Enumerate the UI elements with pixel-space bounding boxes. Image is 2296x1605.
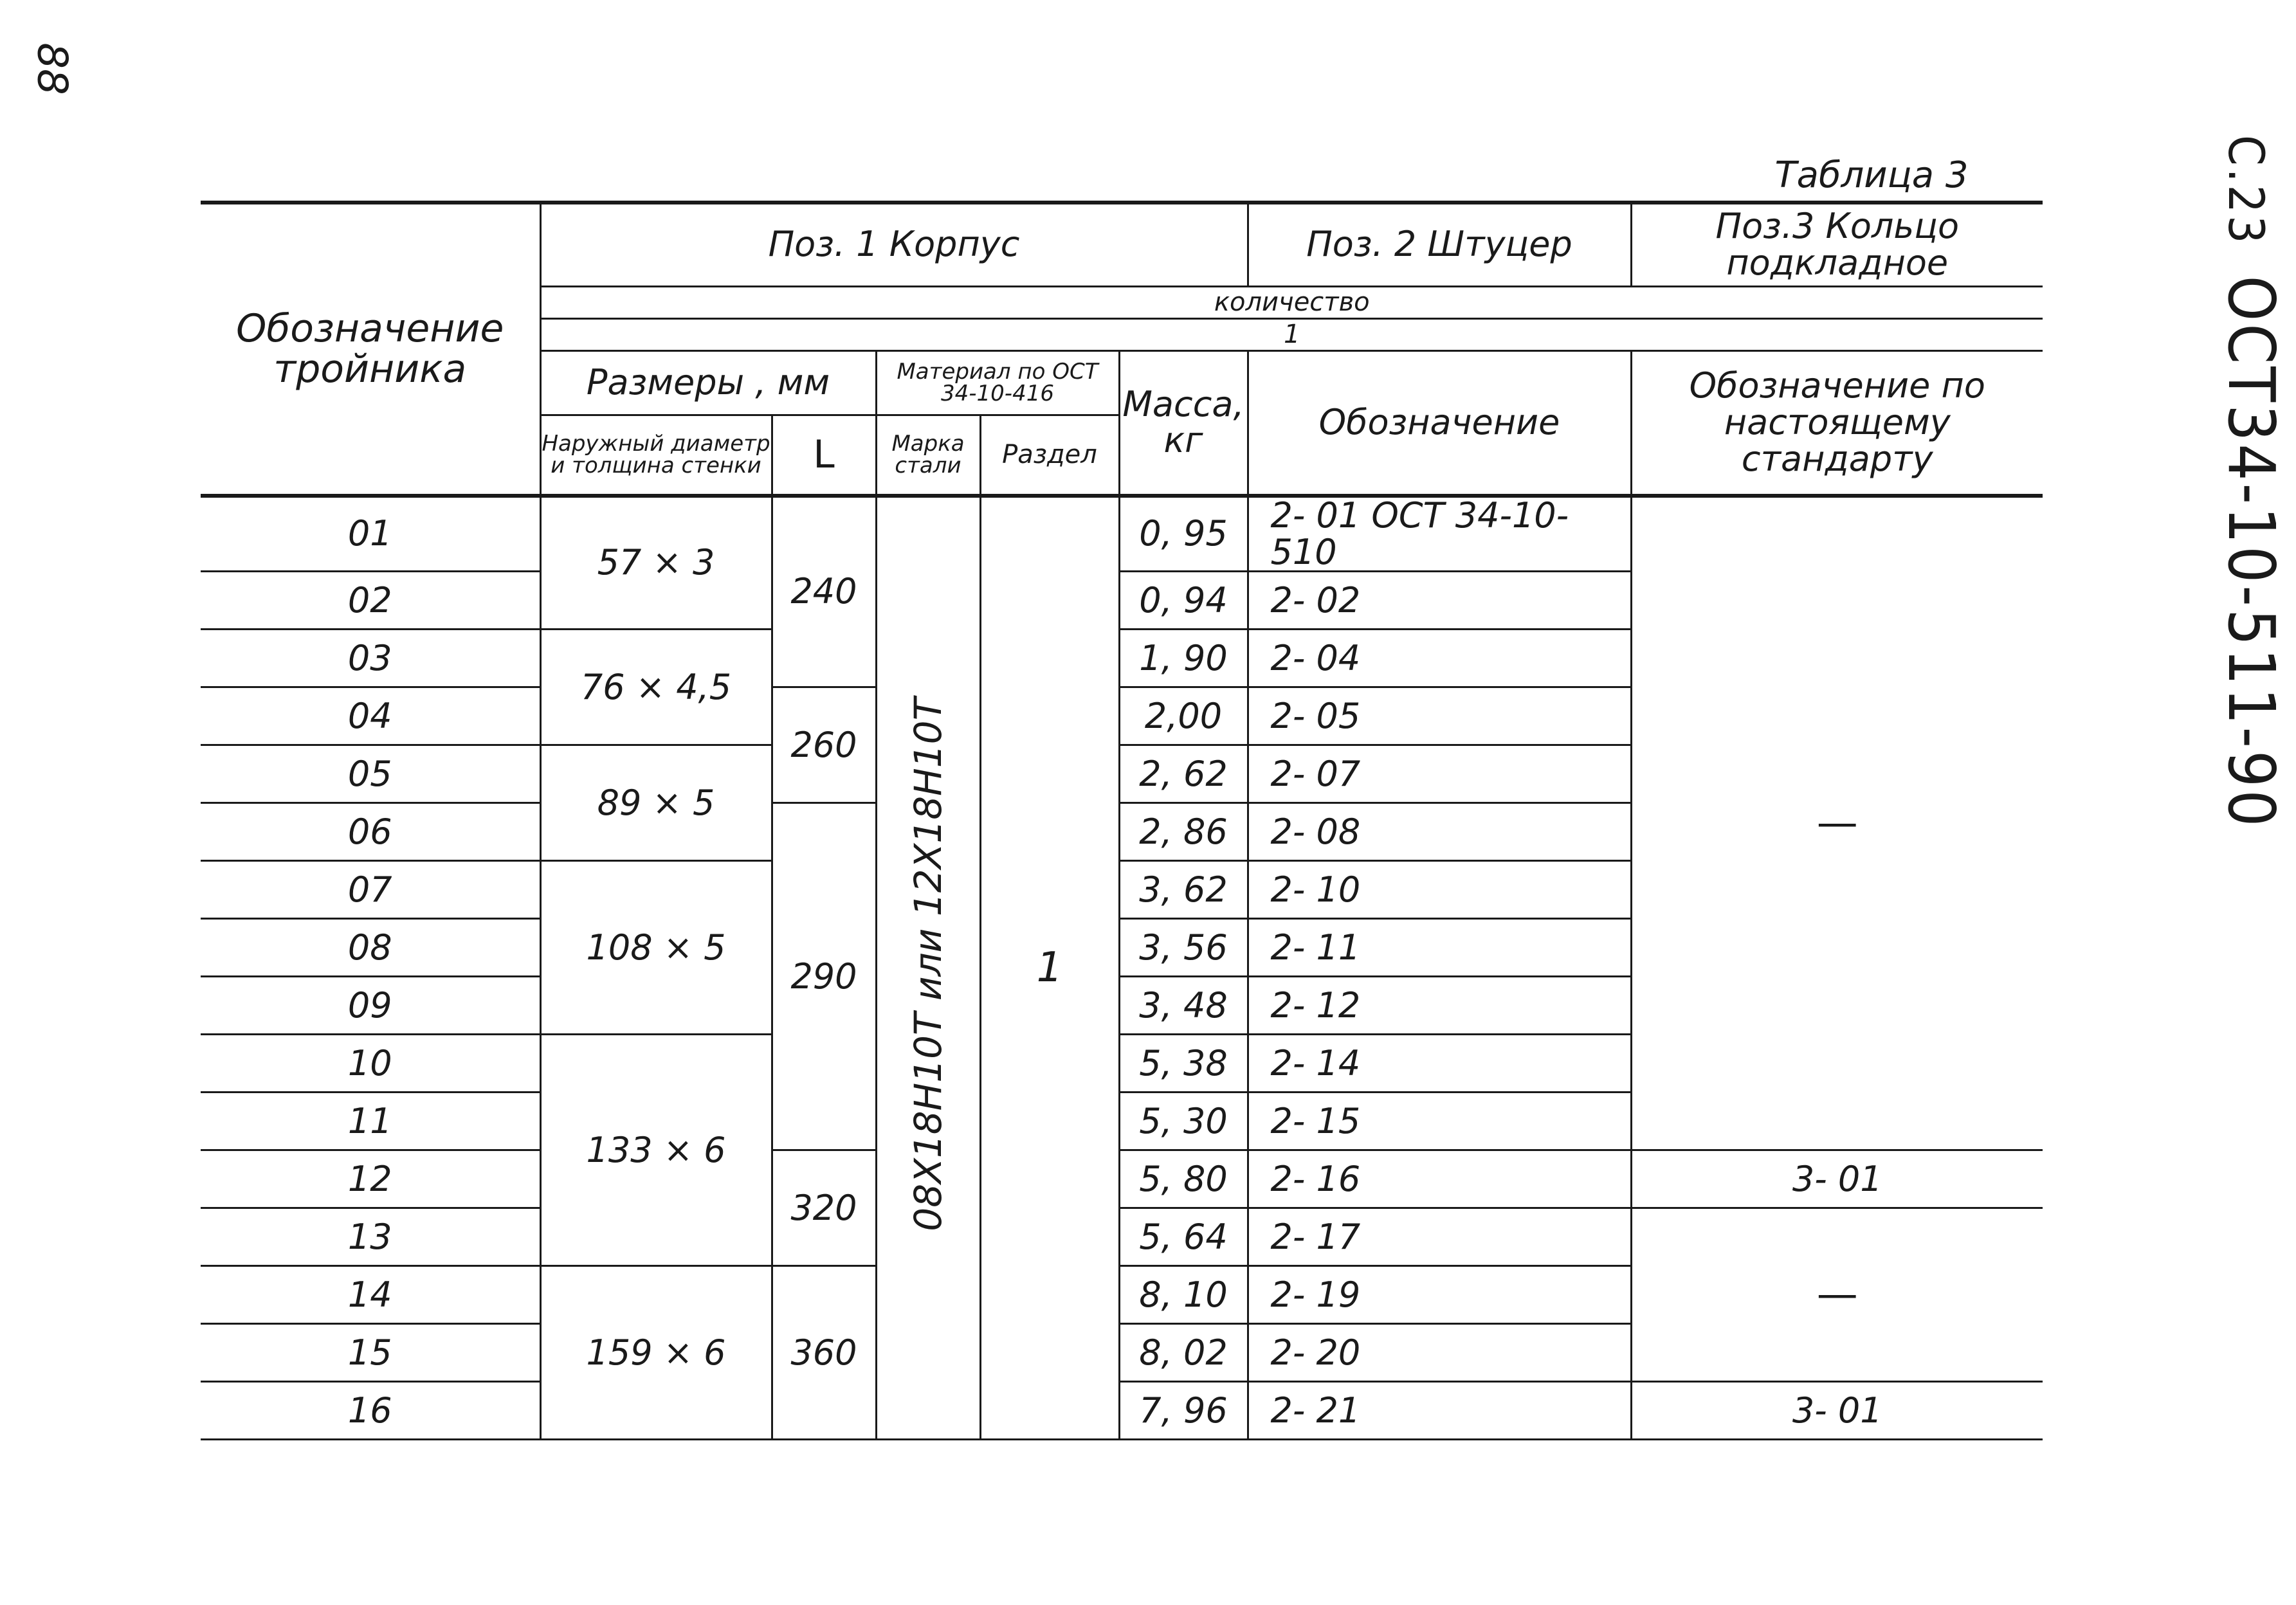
side-title-standard: ОСТ34-10-511-90 [2214, 275, 2289, 830]
page-number: 88 [28, 42, 76, 95]
outer-diam-cell: 89 × 5 [540, 745, 772, 861]
table-row [201, 1382, 2043, 1440]
length-cell: 290 [772, 803, 876, 1150]
pos2-designation: 2- 10 [1248, 861, 1631, 919]
header-length: L [772, 415, 876, 496]
header-mass: Масса, кг [1119, 350, 1248, 496]
outer-diam-cell: 108 × 5 [540, 861, 772, 1035]
pos3-ring: 3- 01 [1631, 1382, 2043, 1440]
header-pos1: Поз. 1 Корпус [540, 203, 1248, 286]
header-material: Материал по ОСТ 34-10-416 [876, 350, 1119, 415]
tee-designation: 10 [201, 1035, 540, 1093]
outer-diam-cell: 76 × 4,5 [540, 630, 772, 745]
mass-cell: 8, 02 [1119, 1324, 1248, 1382]
mass-cell: 5, 64 [1119, 1208, 1248, 1266]
tee-designation: 08 [201, 919, 540, 977]
pos2-designation: 2- 07 [1248, 745, 1631, 803]
pos3-ring: 3- 01 [1631, 1150, 2043, 1208]
mass-cell: 0, 94 [1119, 572, 1248, 630]
mass-cell: 3, 62 [1119, 861, 1248, 919]
pos3-dash: — [1631, 1208, 2043, 1382]
outer-diam-cell: 57 × 3 [540, 496, 772, 630]
header-pos2: Поз. 2 Штуцер [1248, 203, 1631, 286]
header-designation: Обозначение [1248, 350, 1631, 496]
side-title-page: С.23 [2218, 135, 2275, 246]
tee-designation: 05 [201, 745, 540, 803]
header-sizes: Размеры , мм [540, 350, 876, 415]
table-row [201, 1150, 2043, 1208]
header-steel-grade: Марка стали [876, 415, 980, 496]
header-quantity-value: 1 [540, 318, 2043, 350]
mass-cell: 2, 86 [1119, 803, 1248, 861]
tee-designation: 11 [201, 1093, 540, 1150]
tee-designation: 09 [201, 977, 540, 1035]
tee-designation: 12 [201, 1150, 540, 1208]
mass-cell: 7, 96 [1119, 1382, 1248, 1440]
pos2-designation: 2- 17 [1248, 1208, 1631, 1266]
pos2-designation: 2- 21 [1248, 1382, 1631, 1440]
tee-designation: 15 [201, 1324, 540, 1382]
mass-cell: 8, 10 [1119, 1266, 1248, 1324]
tee-designation: 06 [201, 803, 540, 861]
side-title [2206, 135, 2296, 830]
tee-designation: 13 [201, 1208, 540, 1266]
steel-grade-text: 08Х18Н10Т или 12Х18Н10Т [906, 698, 950, 1232]
pos2-designation: 2- 15 [1248, 1093, 1631, 1150]
outer-diam-cell: 133 × 6 [540, 1035, 772, 1266]
tee-designation: 02 [201, 572, 540, 630]
table-row [201, 496, 2043, 572]
mass-cell: 3, 48 [1119, 977, 1248, 1035]
pos2-designation: 2- 04 [1248, 630, 1631, 687]
pos2-designation: 2- 12 [1248, 977, 1631, 1035]
mass-cell: 2,00 [1119, 687, 1248, 745]
tee-designation: 14 [201, 1266, 540, 1324]
mass-cell: 0, 95 [1119, 496, 1248, 572]
tee-designation: 01 [201, 496, 540, 572]
length-cell: 260 [772, 687, 876, 803]
pos2-designation: 2- 08 [1248, 803, 1631, 861]
length-cell: 320 [772, 1150, 876, 1266]
mass-cell: 1, 90 [1119, 630, 1248, 687]
length-cell: 360 [772, 1266, 876, 1440]
pos2-designation: 2- 19 [1248, 1266, 1631, 1324]
table-row [201, 1208, 2043, 1266]
pos3-dash: — [1631, 496, 2043, 1150]
tee-designation: 04 [201, 687, 540, 745]
pos2-designation: 2- 02 [1248, 572, 1631, 630]
pos2-designation: 2- 16 [1248, 1150, 1631, 1208]
table-caption: Таблица 3 [1774, 154, 1969, 196]
pos2-designation: 2- 14 [1248, 1035, 1631, 1093]
mass-cell: 3, 56 [1119, 919, 1248, 977]
length-cell: 240 [772, 496, 876, 687]
section-cell: 1 [980, 496, 1119, 1440]
pos2-designation: 2- 01 ОСТ 34-10-510 [1248, 496, 1631, 572]
tee-designation: 03 [201, 630, 540, 687]
header-pos3: Поз.3 Кольцо подкладное [1631, 203, 2043, 286]
mass-cell: 2, 62 [1119, 745, 1248, 803]
header-quantity-label: количество [540, 286, 2043, 318]
header-section: Раздел [980, 415, 1119, 496]
header-outer-diam: Наружный диаметр и толщина стенки [540, 415, 772, 496]
outer-diam-cell: 159 × 6 [540, 1266, 772, 1440]
tee-designation: 07 [201, 861, 540, 919]
header-designation-tee: Обозначение тройника [201, 203, 540, 496]
mass-cell: 5, 30 [1119, 1093, 1248, 1150]
pos2-designation: 2- 11 [1248, 919, 1631, 977]
pos2-designation: 2- 20 [1248, 1324, 1631, 1382]
spec-table [201, 201, 2043, 1440]
mass-cell: 5, 38 [1119, 1035, 1248, 1093]
steel-grade-cell [876, 496, 980, 1440]
pos2-designation: 2- 05 [1248, 687, 1631, 745]
header-designation-std: Обозначение по настоящему стандарту [1631, 350, 2043, 496]
tee-designation: 16 [201, 1382, 540, 1440]
mass-cell: 5, 80 [1119, 1150, 1248, 1208]
